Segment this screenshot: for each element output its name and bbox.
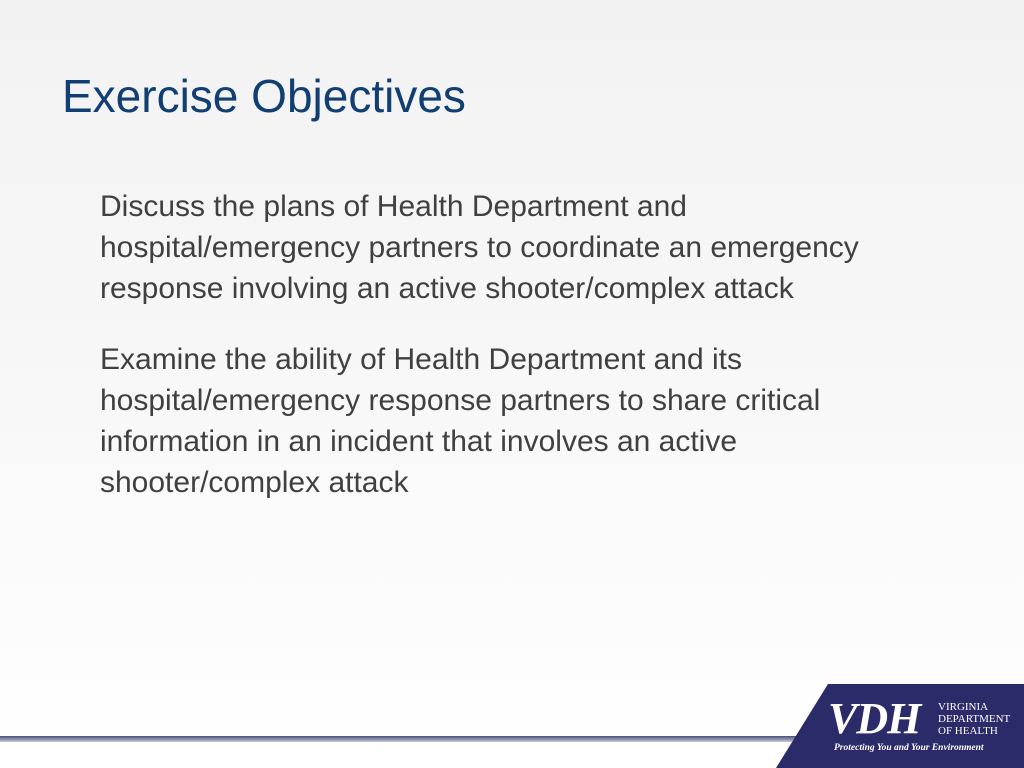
vdh-logo-name	[938, 701, 1010, 737]
slide-title: Exercise Objectives	[62, 70, 466, 122]
vdh-logo-name-line: OF HEALTH	[938, 725, 998, 737]
objectives-list	[100, 186, 940, 533]
vdh-logo-name-line: VIRGINIA	[938, 701, 989, 713]
vdh-logo-name-line: DEPARTMENT	[938, 713, 1011, 725]
vdh-logo	[828, 695, 1018, 763]
objective-item: Discuss the plans of Health Department and hospital/emergency partners to coordinate an emergency response involving an active shooter/complex attack	[100, 190, 859, 305]
vdh-logo-mark: VDH	[828, 694, 921, 743]
vdh-logo-tagline: Protecting You and Your Environment	[834, 743, 984, 753]
objective-item: Examine the ability of Health Department and its hospital/emergency response partners to share critical information in an incident that involves an active shooter/complex attack	[100, 343, 821, 499]
